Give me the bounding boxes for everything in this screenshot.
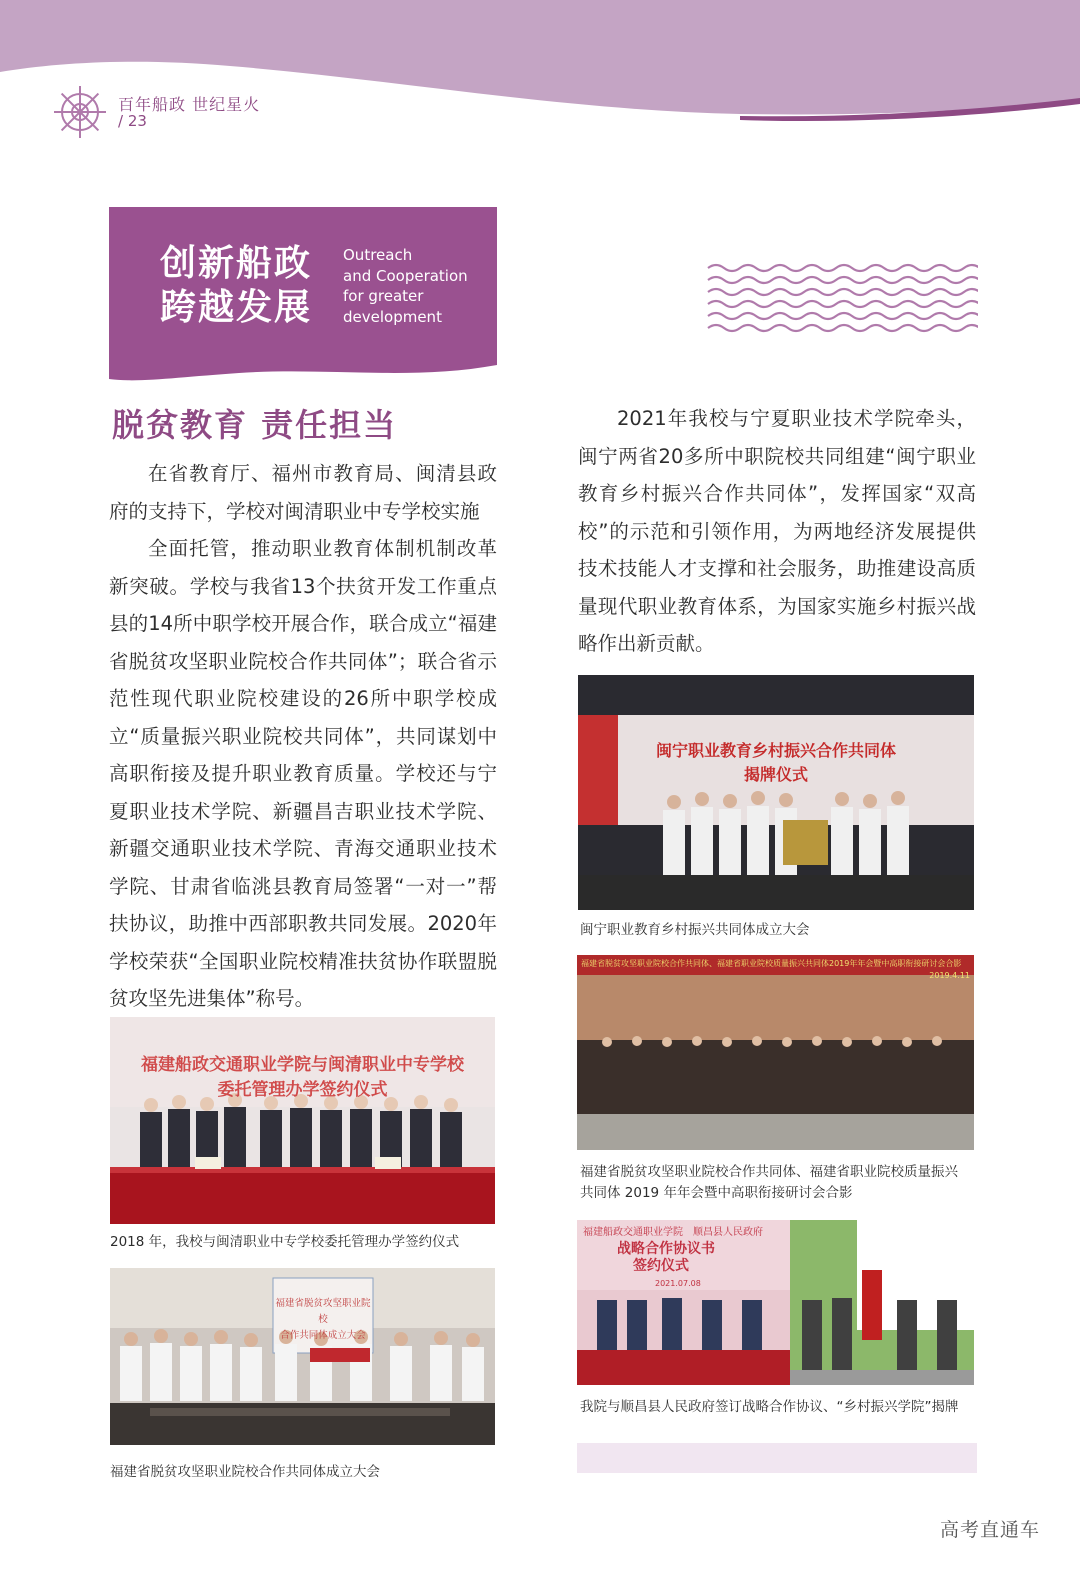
bottom-decoration-bar xyxy=(577,1443,977,1473)
right-body-text xyxy=(578,400,976,663)
left-body-text xyxy=(109,455,497,1018)
photo-group-portrait: 福建省脱贫攻坚职业院校合作共同体、福建省职业院校质量振兴共同体2019年年会暨中高职衔接研讨会合影 2019.4.11 xyxy=(577,955,974,1150)
photo-caption: 我院与顺昌县人民政府签订战略合作协议、“乡村振兴学院”揭牌 xyxy=(580,1399,959,1415)
photo-unveiling-ceremony: 闽宁职业教育乡村振兴合作共同体 揭牌仪式 xyxy=(578,675,974,910)
paragraph: 全面托管，推动职业教育体制机制改革新突破。学校与我省13个扶贫开发工作重点县的14所中职学校开展合作，联合成立“福建省脱贫攻坚职业院校合作共同体”；联合省示范性现代职业院校建设的26所中职学校成立“质量振兴职业院校共同体”，共同谋划中高职衔接及提升职业教育质量。学校还与宁夏职业技术学院、新疆昌吉职业技术学院、新疆交通职业技术学院、青海交通职业技术学院、甘肃省临洮县教育局签署“一对一”帮扶协议，助推中西部职教共同发展。2020年学校荣获“全国职业院校精准扶贫协作联盟脱贫攻坚先进集体”称号。 xyxy=(109,537,497,1010)
paragraph: 在省教育厅、福州市教育局、闽清县政府的支持下，学校对闽清职业中专学校实施 xyxy=(109,462,497,523)
paragraph: 2021年我校与宁夏职业技术学院牵头，闽宁两省20多所中职院校共同组建“闽宁职业教育乡村振兴合作共同体”，发挥国家“双高校”的示范和引领作用，为两地经济发展提供技术技能人才支撑和社会服务，助推建设高质量现代职业教育体系，为国家实施乡村振兴战略作出新贡献。 xyxy=(578,407,976,655)
section-heading: 脱贫教育 责任担当 xyxy=(112,406,398,444)
page-number: / 23 xyxy=(118,112,147,130)
header-title: 百年船政 世纪星火 xyxy=(118,95,261,114)
photo-signing-ceremony: 福建船政交通职业学院与闽清职业中专学校 委托管理办学签约仪式 xyxy=(110,1017,495,1224)
photo-caption: 2018 年，我校与闽清职业中专学校委托管理办学签约仪式 xyxy=(110,1234,460,1250)
banner-subtitle: Outreach and Cooperation for greater development xyxy=(343,246,468,326)
photo-strategic-agreement: 福建船政交通职业学院 顺昌县人民政府 战略合作协议书 签约仪式 2021.07.08 xyxy=(577,1220,974,1385)
photo-caption: 福建省脱贫攻坚职业院校合作共同体、福建省职业院校质量振兴 共同体 2019 年年会暨中高职衔接研讨会合影 xyxy=(580,1164,958,1201)
photo-alliance-conference: 福建省脱贫攻坚职业院校 合作共同体成立大会 xyxy=(110,1268,495,1445)
wave-lines-decoration xyxy=(706,262,978,338)
watermark: 高考直通车 xyxy=(940,1519,1041,1541)
header-wave-decoration xyxy=(0,0,1080,140)
ship-wheel-icon xyxy=(52,84,108,140)
photo-caption: 福建省脱贫攻坚职业院校合作共同体成立大会 xyxy=(110,1464,380,1480)
photo-caption: 闽宁职业教育乡村振兴共同体成立大会 xyxy=(580,922,810,938)
banner-title: 创新船政 跨越发展 xyxy=(160,243,313,328)
